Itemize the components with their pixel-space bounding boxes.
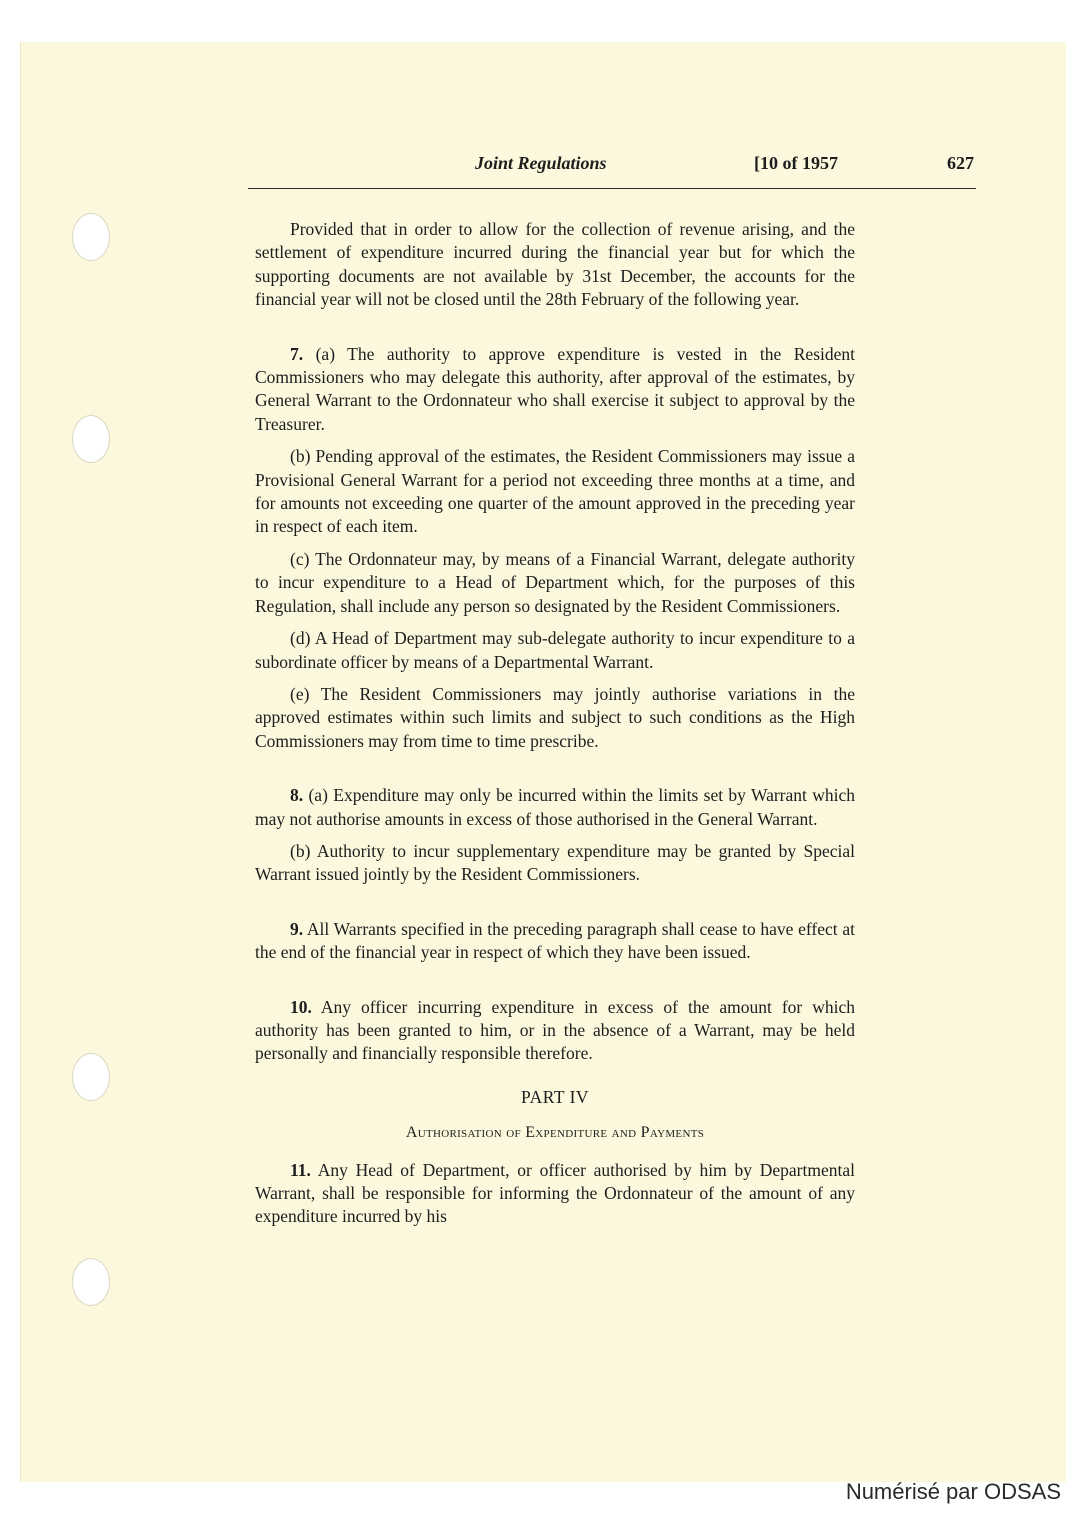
paragraph-7c: (c) The Ordonnateur may, by means of a Financial Warrant, delegate authority to incur expenditure to a Head of Department which, for the purposes of this Regulation, shall include any person so designated by the Resident Commissioners. [255,548,855,616]
punch-hole [72,1258,110,1306]
section-number: 8. [290,785,304,806]
document-body [255,218,855,1229]
paragraph-10: 10. Any officer incurring expenditure in excess of the amount for which authority has been granted to him, or in the absence of a Warrant, may be held personally and financially responsible therefore. [255,996,855,1064]
paragraph-9: 9. All Warrants specified in the preceding paragraph shall cease to have effect at the end of the financial year in respect of which they have been issued. [255,918,855,963]
section-number: 10. [290,996,312,1017]
header-reference: [10 of 1957 [754,153,838,173]
section-number: 11. [290,1159,311,1180]
punch-hole [72,415,110,463]
digitization-watermark: Numérisé par ODSAS [845,1479,1061,1504]
punch-hole [72,213,110,261]
paragraph-7e: (e) The Resident Commissioners may jointly authorise variations in the approved estimates within such limits and subject to such conditions as the High Commissioners may from time to time prescribe. [255,683,855,751]
section-number: 7. [290,343,304,364]
paragraph-11: 11. Any Head of Department, or officer authorised by him by Departmental Warrant, shall be responsible for informing the Ordonnateur of the amount of any expenditure incurred by his [255,1159,855,1227]
paragraph-7d: (d) A Head of Department may sub-delegate authority to incur expenditure to a subordinate officer by means of a Departmental Warrant. [255,628,855,672]
paragraph-8a: 8. (a) Expenditure may only be incurred within the limits set by Warrant which may not authorise amounts in excess of those authorised in the General Warrant. [255,785,855,829]
paragraph-8b: (b) Authority to incur supplementary expenditure may be granted by Special Warrant issued jointly by the Resident Commissioners. [255,840,855,885]
paragraph-proviso: Provided that in order to allow for the collection of revenue arising, and the settlement of expenditure incurred during the financial year but for which the supporting documents are not available by 31st December, the accounts for the financial year will not be closed until the 28th February of the following year. [255,219,855,310]
paragraph-7b: (b) Pending approval of the estimates, the Resident Commissioners may issue a Provisional General Warrant for a period not exceeding three months at a time, and for amounts not exceeding one quarter of the amount approved in the preceding year in respect of each item. [255,446,855,537]
part-subheading: Authorisation of Expenditure and Payments [405,1124,705,1142]
running-header [250,150,978,178]
paragraph-7a: 7. (a) The authority to approve expenditure is vested in the Resident Commissioners who may delegate this authority, after approval of the estimates, by General Warrant to the Ordonnateur who shall exercise it subject to approval by the Treasurer. [255,343,855,434]
header-rule [248,188,976,189]
header-title: Joint Regulations [475,153,607,173]
page-number: 627 [947,153,974,173]
part-heading: PART IV [520,1086,590,1107]
section-number: 9. [290,918,304,939]
punch-hole [72,1053,110,1101]
